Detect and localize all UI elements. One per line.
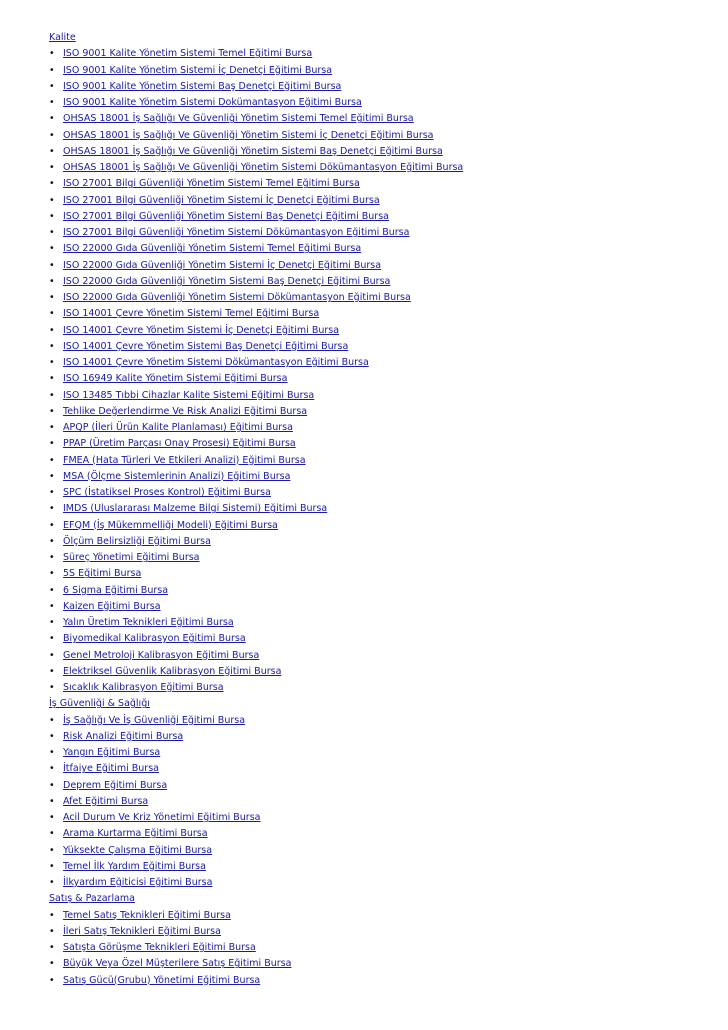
bullet-icon: •	[49, 454, 55, 466]
list-item	[49, 973, 719, 989]
list-item-link[interactable]: Sıcaklık Kalibrasyon Eğitimi Bursa	[63, 682, 224, 693]
list-item-link[interactable]: 6 Sigma Eğitimi Bursa	[63, 584, 169, 596]
list-item-link[interactable]: ISO 9001 Kalite Yönetim Sistemi Temel Eğitimi Bursa	[63, 48, 313, 60]
bullet-icon: •	[49, 633, 55, 645]
list-item-link[interactable]: ISO 9001 Kalite Yönetim Sistemi Baş Denetçi Eğitimi Bursa	[63, 80, 342, 92]
bullet-icon: •	[49, 600, 55, 612]
bullet-icon: •	[49, 64, 55, 76]
list-item	[49, 436, 719, 452]
bullet-icon: •	[49, 340, 55, 352]
list-item-link[interactable]: APQP (İleri Ürün Kalite Planlaması) Eğitimi Bursa	[63, 422, 293, 433]
bullet-icon: •	[49, 227, 55, 238]
list-item-link[interactable]: OHSAS 18001 İş Sağlığı Ve Güvenliği Yönetim Sistemi İç Denetçi Eğitimi Bursa	[63, 129, 434, 141]
bullet-icon: •	[49, 779, 55, 791]
list-item	[49, 583, 719, 599]
list-item-link[interactable]: Genel Metroloji Kalibrasyon Eğitimi Bursa	[63, 649, 260, 661]
list-item-link[interactable]: Yüksekte Çalışma Eğitimi Bursa	[63, 844, 213, 856]
list-item-link[interactable]: OHSAS 18001 İş Sağlığı Ve Güvenliği Yönetim Sistemi Dökümantasyon Eğitimi Bursa	[63, 162, 464, 173]
list-item-link[interactable]: EFQM (İş Mükemmelliği Modeli) Eğitimi Bursa	[63, 519, 278, 531]
list-item	[49, 956, 719, 972]
list-item-link[interactable]: ISO 27001 Bilgi Güvenliği Yönetim Sistemi Dökümantasyon Eğitimi Bursa	[63, 227, 410, 238]
list-item-link[interactable]: ISO 27001 Bilgi Güvenliği Yönetim Sistemi İç Denetçi Eğitimi Bursa	[63, 194, 380, 206]
list-item	[49, 306, 719, 322]
bullet-icon: •	[49, 405, 55, 417]
list-item	[49, 778, 719, 794]
bullet-icon: •	[49, 259, 55, 271]
list-item	[49, 761, 719, 777]
list-item-link[interactable]: ISO 14001 Çevre Yönetim Sistemi Baş Denetçi Eğitimi Bursa	[63, 340, 349, 352]
list-item	[49, 258, 719, 274]
list-item	[49, 46, 719, 62]
list-item-link[interactable]: Ölçüm Belirsizliği Eğitimi Bursa	[63, 535, 211, 547]
list-item	[49, 176, 719, 192]
list-item-link[interactable]: Risk Analizi Eğitimi Bursa	[63, 730, 184, 742]
list-item	[49, 664, 719, 680]
bullet-icon: •	[49, 162, 55, 173]
list-item-link[interactable]: Afet Eğitimi Bursa	[63, 795, 149, 807]
bullet-icon: •	[49, 812, 55, 823]
list-item	[49, 290, 719, 306]
list-item	[49, 534, 719, 550]
bullet-icon: •	[49, 649, 55, 661]
list-item-link[interactable]: İleri Satış Teknikleri Eğitimi Bursa	[63, 925, 221, 937]
list-item-link[interactable]: ISO 14001 Çevre Yönetim Sistemi İç Denetçi Eğitimi Bursa	[63, 324, 340, 336]
list-item	[49, 794, 719, 810]
list-item	[49, 615, 719, 631]
list-item-link[interactable]: Biyomedikal Kalibrasyon Eğitimi Bursa	[63, 633, 246, 645]
bullet-icon: •	[49, 422, 55, 433]
bullet-icon: •	[49, 828, 55, 840]
list-item	[49, 323, 719, 339]
section-heading	[49, 696, 719, 712]
list-item-link[interactable]: Elektriksel Güvenlik Kalibrasyon Eğitimi Bursa	[63, 665, 282, 677]
list-item-link[interactable]: 5S Eğitimi Bursa	[63, 568, 142, 580]
list-item	[49, 501, 719, 517]
list-item-link[interactable]: İtfaiye Eğitimi Bursa	[63, 763, 159, 775]
list-item	[49, 599, 719, 615]
list-item-link[interactable]: Satışta Görüşme Teknikleri Eğitimi Bursa	[63, 942, 256, 953]
bullet-icon: •	[49, 373, 55, 385]
bullet-icon: •	[49, 568, 55, 580]
list-item	[49, 79, 719, 95]
list-item	[49, 193, 719, 209]
list-item-link[interactable]: ISO 13485 Tıbbi Cihazlar Kalite Sistemi Eğitimi Bursa	[63, 389, 315, 401]
list-item	[49, 924, 719, 940]
bullet-icon: •	[49, 113, 55, 125]
list-item	[49, 469, 719, 485]
bullet-icon: •	[49, 942, 55, 953]
section-heading-link[interactable]: Satış & Pazarlama	[49, 893, 135, 905]
bullet-icon: •	[49, 665, 55, 677]
list-item-link[interactable]: OHSAS 18001 İş Sağlığı Ve Güvenliği Yönetim Sistemi Temel Eğitimi Bursa	[63, 113, 414, 125]
document-body	[49, 30, 719, 989]
list-item	[49, 843, 719, 859]
bullet-icon: •	[49, 243, 55, 255]
list-item-link[interactable]: IMDS (Uluslararası Malzeme Bilgi Sistemi) Eğitimi Bursa	[63, 503, 328, 515]
bullet-icon: •	[49, 974, 55, 986]
list-item	[49, 648, 719, 664]
bullet-icon: •	[49, 535, 55, 547]
list-item-link[interactable]: İş Sağlığı Ve İş Güvenliği Eğitimi Bursa	[63, 714, 246, 726]
list-item-link[interactable]: ISO 22000 Gıda Güvenliği Yönetim Sistemi Baş Denetçi Eğitimi Bursa	[63, 275, 391, 287]
list-item-link[interactable]: Süreç Yönetimi Eğitimi Bursa	[63, 552, 200, 563]
bullet-icon: •	[49, 210, 55, 222]
list-item-link[interactable]: ISO 9001 Kalite Yönetim Sistemi Dokümantasyon Eğitimi Bursa	[63, 97, 362, 108]
bullet-icon: •	[49, 194, 55, 206]
list-item	[49, 713, 719, 729]
list-item-link[interactable]: Satış Gücü(Grubu) Yönetimi Eğitimi Bursa	[63, 974, 261, 986]
bullet-icon: •	[49, 438, 55, 450]
bullet-icon: •	[49, 877, 55, 888]
bullet-icon: •	[49, 617, 55, 628]
list-item-link[interactable]: ISO 14001 Çevre Yönetim Sistemi Dökümantasyon Eğitimi Bursa	[63, 357, 369, 368]
list-item	[49, 859, 719, 875]
bullet-icon: •	[49, 97, 55, 108]
bullet-icon: •	[49, 80, 55, 92]
list-item-link[interactable]: Kaizen Eğitimi Bursa	[63, 600, 161, 612]
list-item	[49, 485, 719, 501]
list-item	[49, 729, 719, 745]
bullet-icon: •	[49, 292, 55, 303]
bullet-icon: •	[49, 763, 55, 775]
list-item	[49, 566, 719, 582]
list-item-link[interactable]: Yangın Eğitimi Bursa	[63, 747, 161, 758]
bullet-icon: •	[49, 129, 55, 141]
bullet-icon: •	[49, 275, 55, 287]
section-heading-link[interactable]: İş Güvenliği & Sağlığı	[49, 698, 150, 710]
list-item	[49, 355, 719, 371]
bullet-icon: •	[49, 487, 55, 498]
list-item-link[interactable]: İlkyardım Eğiticisi Eğitimi Bursa	[63, 877, 213, 888]
bullet-icon: •	[49, 503, 55, 515]
list-item-link[interactable]: ISO 22000 Gıda Güvenliği Yönetim Sistemi Dökümantasyon Eğitimi Bursa	[63, 292, 411, 303]
bullet-icon: •	[49, 795, 55, 807]
bullet-icon: •	[49, 48, 55, 60]
list-item-link[interactable]: MSA (Ölçme Sistemlerinin Analizi) Eğitimi Bursa	[63, 470, 291, 482]
section-heading	[49, 30, 719, 46]
list-item	[49, 388, 719, 404]
bullet-icon: •	[49, 925, 55, 937]
list-item-link[interactable]: SPC (İstatiksel Proses Kontrol) Eğitimi Bursa	[63, 487, 271, 498]
list-item	[49, 160, 719, 176]
list-item	[49, 111, 719, 127]
list-item	[49, 908, 719, 924]
bullet-icon: •	[49, 682, 55, 693]
list-item	[49, 810, 719, 826]
section-heading	[49, 891, 719, 907]
bullet-icon: •	[49, 909, 55, 921]
section-heading-link[interactable]: Kalite	[49, 32, 76, 43]
list-item	[49, 631, 719, 647]
list-item-link[interactable]: Acil Durum Ve Kriz Yönetimi Eğitimi Bursa	[63, 812, 261, 823]
list-item-link[interactable]: ISO 14001 Çevre Yönetim Sistemi Temel Eğitimi Bursa	[63, 308, 320, 320]
list-item	[49, 209, 719, 225]
list-item	[49, 680, 719, 696]
list-item	[49, 241, 719, 257]
list-item	[49, 63, 719, 79]
list-item-link[interactable]: ISO 22000 Gıda Güvenliği Yönetim Sistemi Temel Eğitimi Bursa	[63, 243, 362, 255]
list-item-link[interactable]: Büyük Veya Özel Müşterilere Satış Eğitimi Bursa	[63, 958, 292, 970]
list-item	[49, 875, 719, 891]
list-item-link[interactable]: Arama Kurtarma Eğitimi Bursa	[63, 828, 208, 840]
list-item	[49, 95, 719, 111]
list-item-link[interactable]: Yalın Üretim Teknikleri Eğitimi Bursa	[63, 617, 234, 628]
bullet-icon: •	[49, 357, 55, 368]
list-item	[49, 371, 719, 387]
list-item-link[interactable]: Tehlike Değerlendirme Ve Risk Analizi Eğitimi Bursa	[63, 405, 308, 417]
bullet-icon: •	[49, 958, 55, 970]
list-item	[49, 940, 719, 956]
list-item-link[interactable]: Temel Satış Teknikleri Eğitimi Bursa	[63, 909, 231, 921]
list-item	[49, 274, 719, 290]
bullet-icon: •	[49, 324, 55, 336]
list-item-link[interactable]: OHSAS 18001 İş Sağlığı Ve Güvenliği Yönetim Sistemi Baş Denetçi Eğitimi Bursa	[63, 145, 443, 157]
bullet-icon: •	[49, 714, 55, 726]
list-item	[49, 420, 719, 436]
list-item-link[interactable]: ISO 22000 Gıda Güvenliği Yönetim Sistemi İç Denetçi Eğitimi Bursa	[63, 259, 382, 271]
list-item	[49, 404, 719, 420]
list-item-link[interactable]: PPAP (Üretim Parçası Onay Prosesi) Eğitimi Bursa	[63, 438, 296, 450]
bullet-icon: •	[49, 470, 55, 482]
bullet-icon: •	[49, 844, 55, 856]
list-item	[49, 550, 719, 566]
list-item-link[interactable]: Temel İlk Yardım Eğitimi Bursa	[63, 860, 206, 872]
bullet-icon: •	[49, 552, 55, 563]
list-item	[49, 453, 719, 469]
bullet-icon: •	[49, 730, 55, 742]
bullet-icon: •	[49, 389, 55, 401]
bullet-icon: •	[49, 308, 55, 320]
list-item-link[interactable]: FMEA (Hata Türleri Ve Etkileri Analizi) Eğitimi Bursa	[63, 454, 306, 466]
bullet-icon: •	[49, 145, 55, 157]
list-item-link[interactable]: ISO 16949 Kalite Yönetim Sistemi Eğitimi Bursa	[63, 373, 288, 385]
list-item	[49, 339, 719, 355]
bullet-icon: •	[49, 747, 55, 758]
list-item	[49, 128, 719, 144]
list-item-link[interactable]: ISO 9001 Kalite Yönetim Sistemi İç Denetçi Eğitimi Bursa	[63, 64, 333, 76]
list-item	[49, 826, 719, 842]
list-item	[49, 225, 719, 241]
list-item-link[interactable]: ISO 27001 Bilgi Güvenliği Yönetim Sistemi Temel Eğitimi Bursa	[63, 178, 360, 190]
list-item-link[interactable]: Deprem Eğitimi Bursa	[63, 779, 168, 791]
bullet-icon: •	[49, 519, 55, 531]
list-item	[49, 745, 719, 761]
bullet-icon: •	[49, 860, 55, 872]
bullet-icon: •	[49, 178, 55, 190]
bullet-icon: •	[49, 584, 55, 596]
list-item	[49, 144, 719, 160]
list-item-link[interactable]: ISO 27001 Bilgi Güvenliği Yönetim Sistemi Baş Denetçi Eğitimi Bursa	[63, 210, 389, 222]
list-item	[49, 518, 719, 534]
